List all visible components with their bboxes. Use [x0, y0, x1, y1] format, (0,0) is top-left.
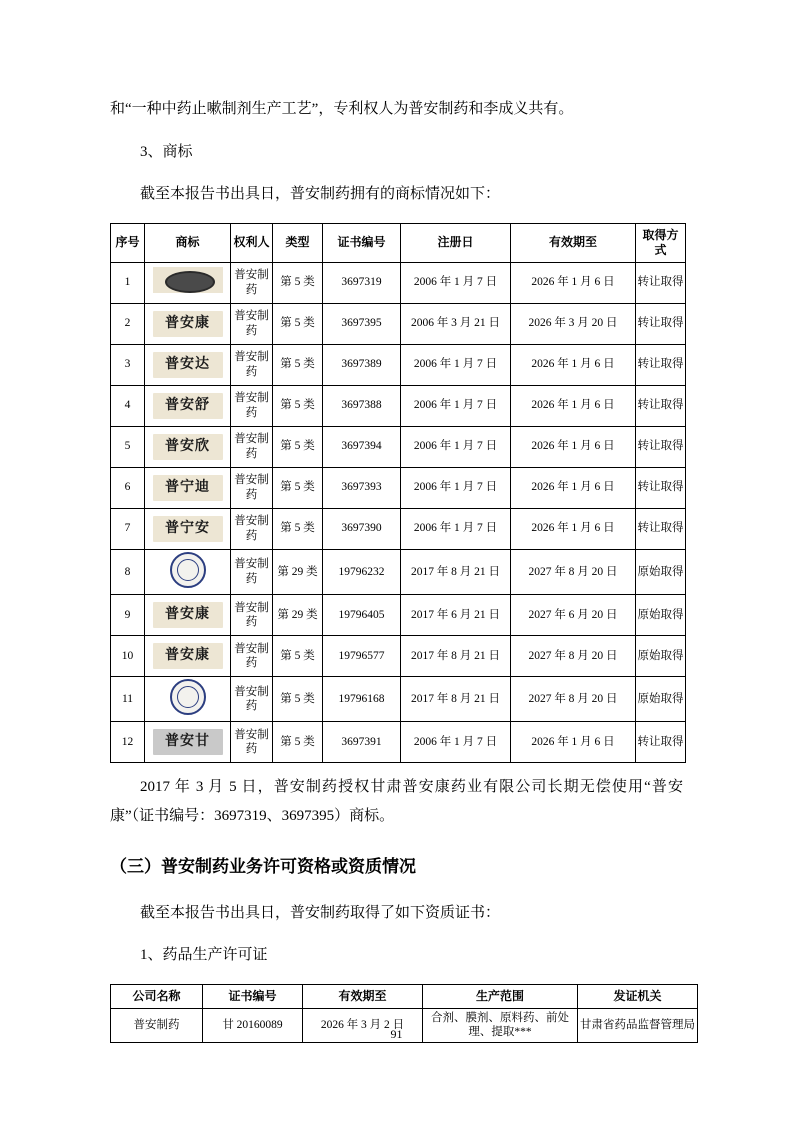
cell-regdate: 2006 年 1 月 7 日: [401, 467, 511, 508]
column-header-no: 序号: [111, 223, 145, 262]
intro-paragraph: 和“一种中药止嗽制剂生产工艺”，专利权人为普安制药和李成义共有。: [110, 101, 574, 117]
column-header-regdate: 注册日: [401, 223, 511, 262]
trademark-logo-icon: 普安欣: [153, 434, 223, 460]
cell-owner: 普安制药: [231, 676, 273, 721]
cell-acquire: 转让取得: [636, 385, 686, 426]
trademark-seal-icon: [170, 679, 206, 715]
cell-no: 1: [111, 262, 145, 303]
section-trademark-title: 3、商标: [140, 143, 193, 160]
cell-validuntil: 2026 年 1 月 6 日: [511, 722, 636, 763]
column-header-authority: 发证机关: [578, 984, 698, 1008]
column-header-cert: 证书编号: [323, 223, 401, 262]
cell-type: 第 29 类: [273, 549, 323, 594]
trademark-logo-icon: 普安康: [153, 643, 223, 669]
cell-trademark-logo: [145, 508, 231, 549]
trademark-seal-icon: [170, 552, 206, 588]
cell-regdate: 2006 年 1 月 7 日: [401, 385, 511, 426]
cell-validuntil: 2026 年 1 月 6 日: [511, 385, 636, 426]
cell-cert: 3697389: [323, 344, 401, 385]
cell-no: 12: [111, 722, 145, 763]
table-row: [111, 262, 686, 303]
cell-validuntil: 2026 年 1 月 6 日: [511, 467, 636, 508]
cell-type: 第 5 类: [273, 467, 323, 508]
cell-no: 4: [111, 385, 145, 426]
cell-validuntil: 2026 年 3 月 20 日: [511, 303, 636, 344]
column-header-type: 类型: [273, 223, 323, 262]
table-row: [111, 594, 686, 635]
cell-no: 3: [111, 344, 145, 385]
cell-no: 2: [111, 303, 145, 344]
trademark-table: [110, 223, 686, 764]
cell-owner: 普安制药: [231, 426, 273, 467]
table-row: [111, 385, 686, 426]
cell-type: 第 5 类: [273, 635, 323, 676]
cell-cert: 3697394: [323, 426, 401, 467]
table-row: [111, 344, 686, 385]
trademark-logo-icon: 普宁安: [153, 516, 223, 542]
cell-trademark-logo: [145, 594, 231, 635]
cell-owner: 普安制药: [231, 303, 273, 344]
table-row: [111, 508, 686, 549]
trademark-logo-icon: 普安达: [153, 352, 223, 378]
cell-owner: 普安制药: [231, 344, 273, 385]
column-header-cert: 证书编号: [203, 984, 303, 1008]
cell-validuntil: 2027 年 8 月 20 日: [511, 676, 636, 721]
cell-scope: 合剂、膜剂、原料药、前处理、提取***: [423, 1008, 578, 1042]
cell-cert: 19796577: [323, 635, 401, 676]
cell-regdate: 2006 年 1 月 7 日: [401, 722, 511, 763]
cell-cert: 3697319: [323, 262, 401, 303]
cell-regdate: 2017 年 8 月 21 日: [401, 676, 511, 721]
section-license-heading: 1、药品生产许可证: [140, 947, 268, 964]
cell-cert: 19796405: [323, 594, 401, 635]
trademark-lead-paragraph: 截至本报告书出具日，普安制药拥有的商标情况如下：: [140, 186, 501, 202]
cell-trademark-logo: [145, 549, 231, 594]
cell-acquire: 原始取得: [636, 676, 686, 721]
cell-cert: 19796168: [323, 676, 401, 721]
cell-cert: 3697388: [323, 385, 401, 426]
trademark-logo-icon: 普安舒: [153, 393, 223, 419]
cell-acquire: 转让取得: [636, 303, 686, 344]
cell-owner: 普安制药: [231, 594, 273, 635]
cell-cert: 甘 20160089: [203, 1008, 303, 1042]
column-header-owner: 权利人: [231, 223, 273, 262]
qualification-lead-paragraph: 截至本报告书出具日，普安制药取得了如下资质证书：: [140, 904, 501, 921]
column-header-acquire: 取得方式: [636, 223, 686, 262]
cell-owner: 普安制药: [231, 385, 273, 426]
cell-trademark-logo: [145, 635, 231, 676]
cell-trademark-logo: [145, 385, 231, 426]
cell-validuntil: 2027 年 8 月 20 日: [511, 549, 636, 594]
cell-company: 普安制药: [111, 1008, 203, 1042]
cell-trademark-logo: [145, 467, 231, 508]
cell-acquire: 转让取得: [636, 344, 686, 385]
cell-type: 第 5 类: [273, 303, 323, 344]
cell-no: 5: [111, 426, 145, 467]
cell-cert: 3697393: [323, 467, 401, 508]
cell-validuntil: 2027 年 6 月 20 日: [511, 594, 636, 635]
column-header-company: 公司名称: [111, 984, 203, 1008]
table-row: [111, 722, 686, 763]
column-header-validuntil: 有效期至: [303, 984, 423, 1008]
cell-validuntil: 2026 年 1 月 6 日: [511, 508, 636, 549]
cell-acquire: 原始取得: [636, 635, 686, 676]
trademark-logo-icon: 普宁迪: [153, 475, 223, 501]
cell-trademark-logo: [145, 426, 231, 467]
cell-regdate: 2017 年 8 月 21 日: [401, 549, 511, 594]
trademark-logo-icon: 普安甘: [153, 729, 223, 755]
cell-type: 第 5 类: [273, 344, 323, 385]
cell-acquire: 转让取得: [636, 508, 686, 549]
cell-type: 第 5 类: [273, 508, 323, 549]
cell-acquire: 原始取得: [636, 594, 686, 635]
cell-owner: 普安制药: [231, 635, 273, 676]
cell-trademark-logo: [145, 303, 231, 344]
cell-no: 6: [111, 467, 145, 508]
cell-no: 8: [111, 549, 145, 594]
cell-no: 11: [111, 676, 145, 721]
trademark-logo-icon: [153, 267, 223, 293]
cell-type: 第 5 类: [273, 385, 323, 426]
cell-owner: 普安制药: [231, 467, 273, 508]
cell-validuntil: 2026 年 3 月 2 日: [303, 1008, 423, 1042]
column-header-scope: 生产范围: [423, 984, 578, 1008]
cell-cert: 3697395: [323, 303, 401, 344]
cell-cert: 19796232: [323, 549, 401, 594]
cell-acquire: 原始取得: [636, 549, 686, 594]
cell-acquire: 转让取得: [636, 467, 686, 508]
table-row: [111, 676, 686, 721]
cell-type: 第 5 类: [273, 676, 323, 721]
cell-owner: 普安制药: [231, 549, 273, 594]
cell-regdate: 2006 年 1 月 7 日: [401, 508, 511, 549]
cell-type: 第 5 类: [273, 722, 323, 763]
cell-type: 第 5 类: [273, 426, 323, 467]
table-header-row: [111, 984, 698, 1008]
column-header-validuntil: 有效期至: [511, 223, 636, 262]
cell-trademark-logo: [145, 676, 231, 721]
cell-validuntil: 2026 年 1 月 6 日: [511, 426, 636, 467]
column-header-trademark: 商标: [145, 223, 231, 262]
section-three-heading: （三）普安制药业务许可资格或资质情况: [110, 857, 416, 877]
table-header-row: [111, 223, 686, 262]
cell-regdate: 2006 年 1 月 7 日: [401, 262, 511, 303]
table-row: [111, 549, 686, 594]
trademark-logo-icon: 普安康: [153, 311, 223, 337]
cell-no: 7: [111, 508, 145, 549]
table-row: [111, 467, 686, 508]
page-number: 91: [390, 1027, 403, 1041]
cell-owner: 普安制药: [231, 262, 273, 303]
cell-trademark-logo: [145, 262, 231, 303]
cell-trademark-logo: [145, 344, 231, 385]
cell-cert: 3697391: [323, 722, 401, 763]
cell-type: 第 5 类: [273, 262, 323, 303]
cell-validuntil: 2026 年 1 月 6 日: [511, 262, 636, 303]
table-row: [111, 426, 686, 467]
cell-regdate: 2006 年 3 月 21 日: [401, 303, 511, 344]
authorization-paragraph: 2017 年 3 月 5 日，普安制药授权甘肃普安康药业有限公司长期无偿使用“普安康”（证书编号：3697319、3697395）商标。: [110, 779, 683, 824]
cell-no: 9: [111, 594, 145, 635]
table-row: [111, 303, 686, 344]
cell-no: 10: [111, 635, 145, 676]
table-row: [111, 635, 686, 676]
cell-cert: 3697390: [323, 508, 401, 549]
cell-regdate: 2006 年 1 月 7 日: [401, 344, 511, 385]
cell-regdate: 2017 年 6 月 21 日: [401, 594, 511, 635]
cell-validuntil: 2027 年 8 月 20 日: [511, 635, 636, 676]
cell-owner: 普安制药: [231, 722, 273, 763]
cell-type: 第 29 类: [273, 594, 323, 635]
cell-acquire: 转让取得: [636, 722, 686, 763]
cell-acquire: 转让取得: [636, 262, 686, 303]
cell-regdate: 2017 年 8 月 21 日: [401, 635, 511, 676]
cell-owner: 普安制药: [231, 508, 273, 549]
trademark-logo-icon: 普安康: [153, 602, 223, 628]
cell-validuntil: 2026 年 1 月 6 日: [511, 344, 636, 385]
cell-regdate: 2006 年 1 月 7 日: [401, 426, 511, 467]
cell-trademark-logo: [145, 722, 231, 763]
cell-acquire: 转让取得: [636, 426, 686, 467]
cell-authority: 甘肃省药品监督管理局: [578, 1008, 698, 1042]
